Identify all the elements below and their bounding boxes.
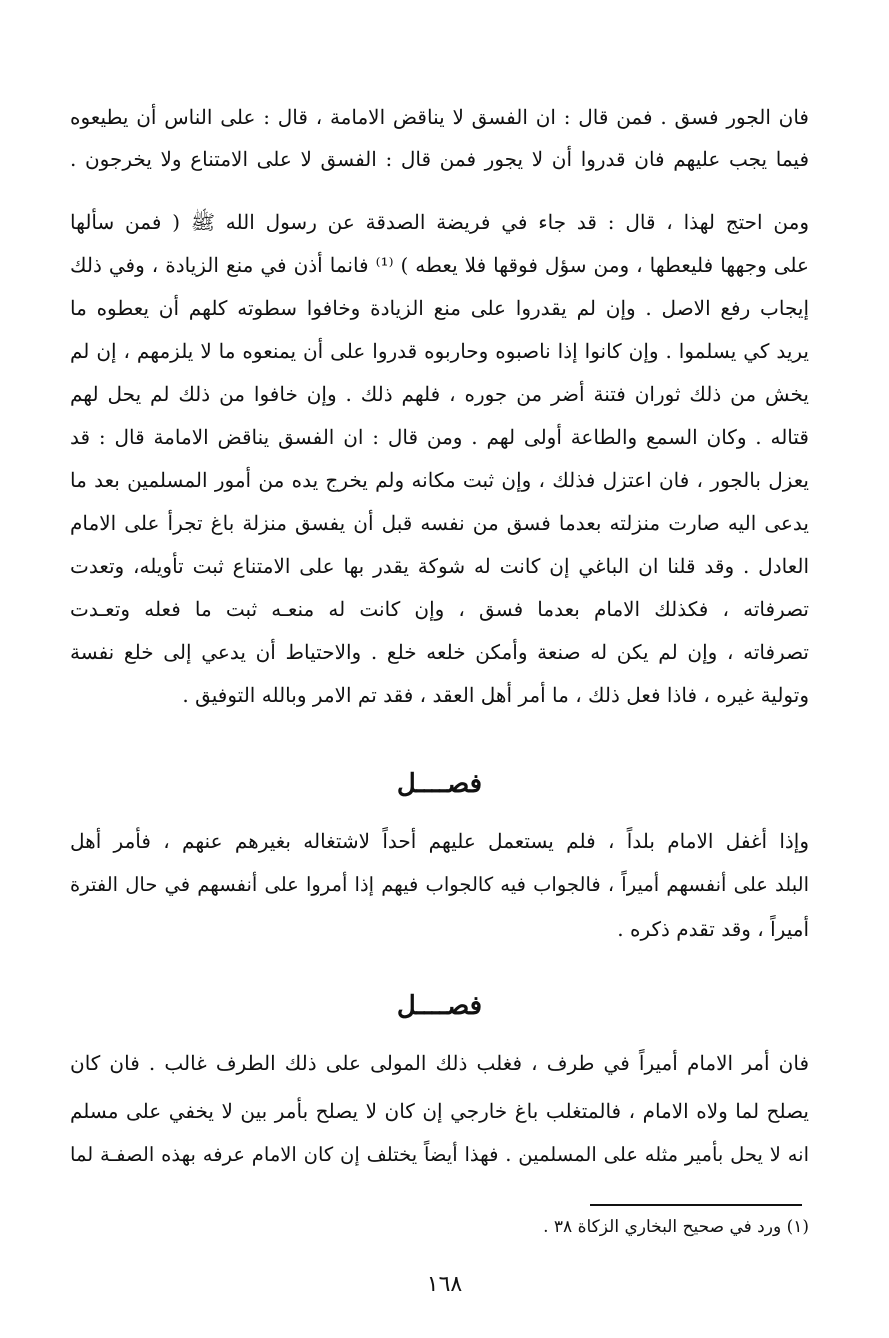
footnote: (١) ورد في صحيح البخاري الزكاة ٣٨ . — [543, 1217, 809, 1237]
footnote-divider — [590, 1204, 802, 1206]
text-line: البلد على أنفسهم أميراً ، فالجواب فيه كالجواب فيهم إذا أمروا على أنفسهم في حال الفترة — [70, 873, 809, 896]
text-line: تصرفاته ، فكذلك الامام بعدما فسق ، وإن كانت له منعـه ثبت ما فعله وتعـدت — [70, 597, 809, 621]
text-line: يدعى اليه صارت منزلته بعدما فسق من نفسه قبل أن يفسق منزلة باغ تجرأ على الامام — [70, 511, 809, 535]
text-line: وإذا أغفل الامام بلداً ، فلم يستعمل عليهم أحداً لاشتغاله بغيرهم عنهم ، فأمر أهل — [70, 829, 809, 853]
text-line: فان الجور فسق . فمن قال : ان الفسق لا يناقض الامامة ، قال : على الناس أن يطيعوه — [70, 105, 809, 129]
text-line: ومن احتج لهذا ، قال : قد جاء في فريضة الصدقة عن رسول الله ﷺ ( فمن سألها — [70, 210, 809, 234]
text-line: تصرفاته ، وإن لم يكن له صنعة وأمكن خلعه خلع . والاحتياط أن يدعي إلى خلع نفسة — [70, 640, 809, 664]
text-line: فان أمر الامام أميراً في طرف ، فغلب ذلك المولى على ذلك الطرف غالب . فان كان — [70, 1051, 809, 1075]
text-line: يعزل بالجور ، فان اعتزل فذلك ، وإن ثبت مكانه ولم يخرج يده من أمور المسلمين بعد ما — [70, 468, 809, 492]
text-line: فيما يجب عليهم فان قدروا أن لا يجور فمن قال : الفسق لا على الامتناع ولا يخرجون . — [70, 147, 809, 171]
text-line: أميراً ، وقد تقدم ذكره . — [617, 917, 809, 941]
page-number: ١٦٨ — [426, 1272, 463, 1297]
text-line: العادل . وقد قلنا ان الباغي إن كانت له شوكة يقدر بها على الامتناع ثبت تأويله، وتعدت — [70, 554, 809, 578]
text-line: يصلح لما ولاه الامام ، فالمتغلب باغ خارجي إن كان لا يصلح بأمر بين لا يخفي على مسلم — [70, 1099, 809, 1123]
text-line: يخش من ذلك ثوران فتنة أضر من جوره ، فلهم ذلك . وإن خافوا من ذلك لم يحل لهم — [70, 382, 809, 406]
text-line: وتولية غيره ، فاذا فعل ذلك ، ما أمر أهل العقد ، فقد تم الامر وبالله التوفيق . — [182, 683, 809, 707]
text-line: إيجاب رفع الاصل . وإن لم يقدروا على منع الزيادة وخافوا سطوته كلهم أن يعطوه ما — [70, 296, 809, 320]
text-line: يريد كي يسلموا . وإن كانوا إذا ناصبوه وحاربوه قدروا على أن يمنعوه ما لا يلزمهم ، إن لم — [70, 339, 809, 363]
text-line: انه لا يحل بأمير مثله على المسلمين . فهذا أيضاً يختلف إن كان الامام عرفه بهذه الصفـة لما — [70, 1143, 809, 1166]
text-line: قتاله . وكان السمع والطاعة أولى لهم . ومن قال : ان الفسق يناقض الامامة قال : قد — [70, 425, 809, 449]
text-line: على وجهها فليعطها ، ومن سؤل فوقها فلا يعطه ) ⁽¹⁾ فانما أذن في منع الزيادة ، وفي ذلك — [70, 253, 809, 277]
main-text — [70, 0, 809, 1200]
section-heading: فصــــل — [396, 991, 483, 1021]
section-heading: فصــــل — [396, 769, 483, 799]
